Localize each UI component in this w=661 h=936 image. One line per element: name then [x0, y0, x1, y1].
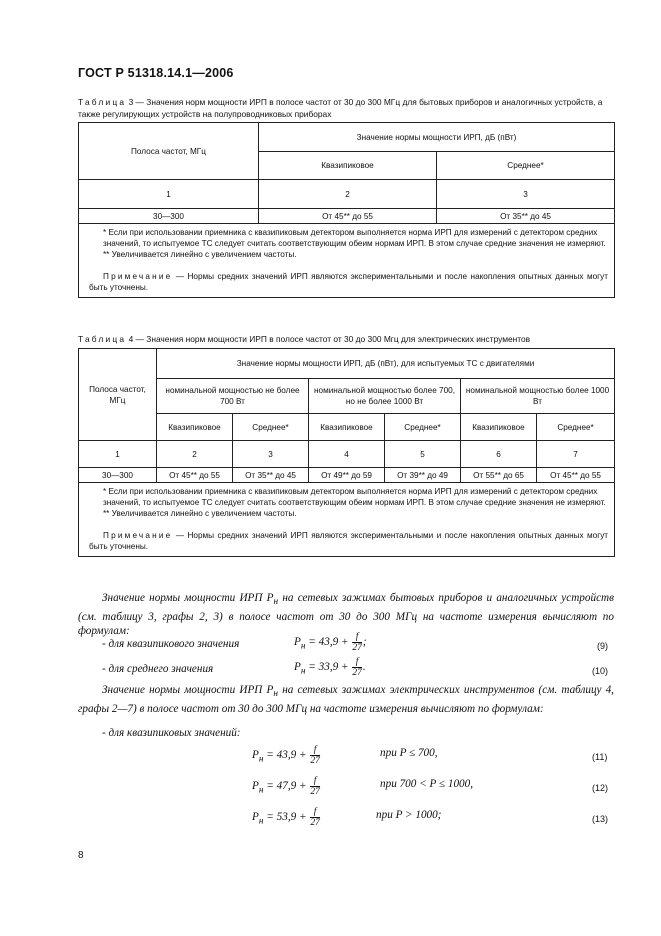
table4-data-cell: От 35** до 45: [233, 468, 309, 483]
paragraph-tools: [78, 683, 614, 716]
power-symbol: P: [252, 811, 259, 824]
table4-num-cell: 3: [233, 441, 309, 468]
table3-data-cell: От 35** до 45: [437, 209, 615, 224]
table4-num-cell: 5: [385, 441, 461, 468]
equation-number-12: (12): [592, 783, 609, 793]
fraction: [352, 632, 362, 653]
table3: [78, 122, 615, 298]
formula-9-label: - для квазипикового значения: [102, 638, 240, 650]
power-subscript: н: [258, 785, 264, 796]
formula-12-condition: при 700 < P ≤ 1000,: [380, 778, 474, 790]
table4-data-cell: От 39** до 49: [385, 468, 461, 483]
equation-number-9: (9): [597, 641, 608, 651]
paragraph-household-end: на сетевых зажимах бытовых приборов и аналогичных устройств (см. таблицу 3, графы 2, 3) в полосе частот от 30 до 300 МГц на частоте измерения вычисляют по формулам:: [78, 592, 614, 638]
fraction: [352, 657, 362, 678]
table4-qp-header: Квазипиковое: [309, 414, 385, 441]
fraction-numerator: f: [310, 745, 320, 756]
equation-number-10: (10): [592, 666, 609, 676]
power-subscript: н: [300, 666, 306, 677]
power-subscript: н: [273, 689, 279, 700]
table3-caption-text: 3 — Значения норм мощности ИРП в полосе частот от 30 до 300 МГц для бытовых приборов и аналогичных устройств, а также регулирующих устройств на полупроводниковых приборах: [78, 97, 603, 119]
table4-num-cell: 4: [309, 441, 385, 468]
table3-num-cell: 2: [259, 180, 437, 209]
table4-qp-header: Квазипиковое: [461, 414, 537, 441]
formula-terminator: ;: [362, 636, 367, 649]
table4-avg-header: Среднее*: [233, 414, 309, 441]
table4-remark: [89, 530, 608, 552]
table4-power-group-2: номинальной мощностью более 700, но не более 1000 Вт: [309, 379, 461, 414]
table4-num-cell: 7: [537, 441, 615, 468]
table3-group-header: Значение нормы мощности ИРП, дБ (пВт): [259, 123, 615, 152]
table4-caption: [78, 333, 614, 345]
table3-caption-word: Таблица: [78, 97, 127, 107]
table4-notes: [79, 483, 615, 557]
table4-remark-word: Примечание: [103, 531, 173, 540]
formula-constant: = 33,9 +: [305, 661, 352, 674]
table4-power-group-1: номинальной мощностью не более 700 Вт: [157, 379, 309, 414]
formula-constant: = 47,9 +: [263, 780, 310, 793]
power-symbol: P: [252, 749, 259, 762]
table3-footnote-1: * Если при использовании приемника с квазипиковым детектором выполняется норма ИРП для измерений с детектором средних значений, то испытуемое ТС следует считать соответствующим обеим нормам ИРП. В этом случае средние значения не измеряют.: [103, 228, 606, 248]
table3-remark: [89, 271, 608, 293]
page-number: 8: [78, 850, 84, 861]
formula-11-condition: при P ≤ 700,: [380, 747, 438, 759]
power-subscript: н: [273, 597, 279, 608]
table4-data-cell: 30—300: [79, 468, 157, 483]
paragraph-tools-end: на сетевых зажимах электрических инструментов (см. таблицу 4, графы 2—7) в полосе частот от 30 до 300 МГц на частоте измерения вычисляют по формулам:: [78, 684, 614, 715]
fraction-numerator: f: [352, 632, 362, 643]
fraction-denominator: 27: [310, 818, 320, 828]
table4-group-header: Значение нормы мощности ИРП, дБ (пВт), для испытуемых ТС с двигателями: [157, 349, 615, 379]
table3-data-cell: От 45** до 55: [259, 209, 437, 224]
table4-avg-header: Среднее*: [385, 414, 461, 441]
power-subscript: н: [258, 816, 264, 827]
fraction: [310, 807, 320, 828]
formula-list-label: - для квазипиковых значений:: [102, 727, 241, 739]
table4: [78, 348, 615, 557]
power-symbol: P: [252, 780, 259, 793]
table3-num-cell: 3: [437, 180, 615, 209]
table3-band-header: Полоса частот, МГц: [79, 123, 259, 180]
table4-avg-header: Среднее*: [537, 414, 615, 441]
formula-terminator: .: [362, 661, 366, 674]
table4-num-cell: 2: [157, 441, 233, 468]
fraction: [310, 745, 320, 766]
table4-data-cell: От 45** до 55: [157, 468, 233, 483]
fraction-numerator: f: [352, 657, 362, 668]
table4-data-cell: От 49** до 59: [309, 468, 385, 483]
table4-num-cell: 6: [461, 441, 537, 468]
fraction-numerator: f: [310, 807, 320, 818]
fraction-denominator: 27: [352, 668, 362, 678]
power-symbol: P: [294, 636, 301, 649]
table4-num-cell: 1: [79, 441, 157, 468]
formula-12: [252, 776, 321, 797]
fraction-denominator: 27: [310, 756, 320, 766]
table3-remark-word: Примечание: [103, 272, 173, 281]
formula-10: [294, 657, 366, 678]
table3-caption: [78, 96, 614, 120]
formula-constant: = 53,9 +: [263, 811, 310, 824]
table4-caption-text: 4 — Значения норм мощности ИРП в полосе частот от 30 до 300 Мгц для электрических инструментов: [126, 334, 531, 344]
document-header: ГОСТ Р 51318.14.1—2006: [78, 66, 234, 80]
table3-avg-header: Среднее*: [437, 152, 615, 180]
equation-number-11: (11): [592, 752, 608, 762]
formula-9: [294, 632, 367, 653]
table4-data-cell: От 45** до 55: [537, 468, 615, 483]
equation-number-13: (13): [592, 814, 609, 824]
formula-13-condition: при P > 1000;: [376, 809, 442, 821]
fraction-numerator: f: [310, 776, 320, 787]
table4-power-group-3: номинальной мощностью более 1000 Вт: [461, 379, 615, 414]
fraction-denominator: 27: [310, 787, 320, 797]
table3-footnote-2: ** Увеличивается линейно с увеличением частоты.: [103, 250, 297, 259]
table4-band-header: Полоса частот, МГц: [79, 349, 157, 441]
formula-constant: = 43,9 +: [305, 636, 352, 649]
formula-10-label: - для среднего значения: [102, 663, 214, 675]
formula-11: [252, 745, 321, 766]
formula-constant: = 43,9 +: [263, 749, 310, 762]
power-subscript: н: [258, 754, 264, 765]
table4-qp-header: Квазипиковое: [157, 414, 233, 441]
table3-data-cell: 30—300: [79, 209, 259, 224]
table3-num-cell: 1: [79, 180, 259, 209]
table4-remark-text: — Нормы средних значений ИРП являются экспериментальными и после накопления опытных данных могут быть уточнены.: [89, 531, 609, 551]
table4-caption-word: Таблица: [78, 334, 127, 344]
table3-qp-header: Квазипиковое: [259, 152, 437, 180]
power-symbol: P: [294, 661, 301, 674]
fraction: [310, 776, 320, 797]
table4-data-cell: От 55** до 65: [461, 468, 537, 483]
fraction-denominator: 27: [352, 643, 362, 653]
formula-13: [252, 807, 321, 828]
table4-footnote-1: * Если при использовании приемника с квазипиковым детектором выполняется норма ИРП для измерений с детектором средних значений, то испытуемое ТС следует считать соответствующим обеим нормам ИРП. В этом случае средние значения не измеряют.: [103, 487, 606, 507]
paragraph-household-start: Значение нормы мощности ИРП P: [102, 592, 274, 604]
paragraph-tools-start: Значение нормы мощности ИРП P: [102, 684, 274, 696]
table3-notes: [79, 224, 615, 298]
table4-footnote-2: ** Увеличивается линейно с увеличением частоты.: [103, 509, 297, 518]
power-subscript: н: [300, 641, 306, 652]
table3-remark-text: — Нормы средних значений ИРП являются экспериментальными и после накопления опытных данных могут быть уточнены.: [89, 272, 608, 292]
